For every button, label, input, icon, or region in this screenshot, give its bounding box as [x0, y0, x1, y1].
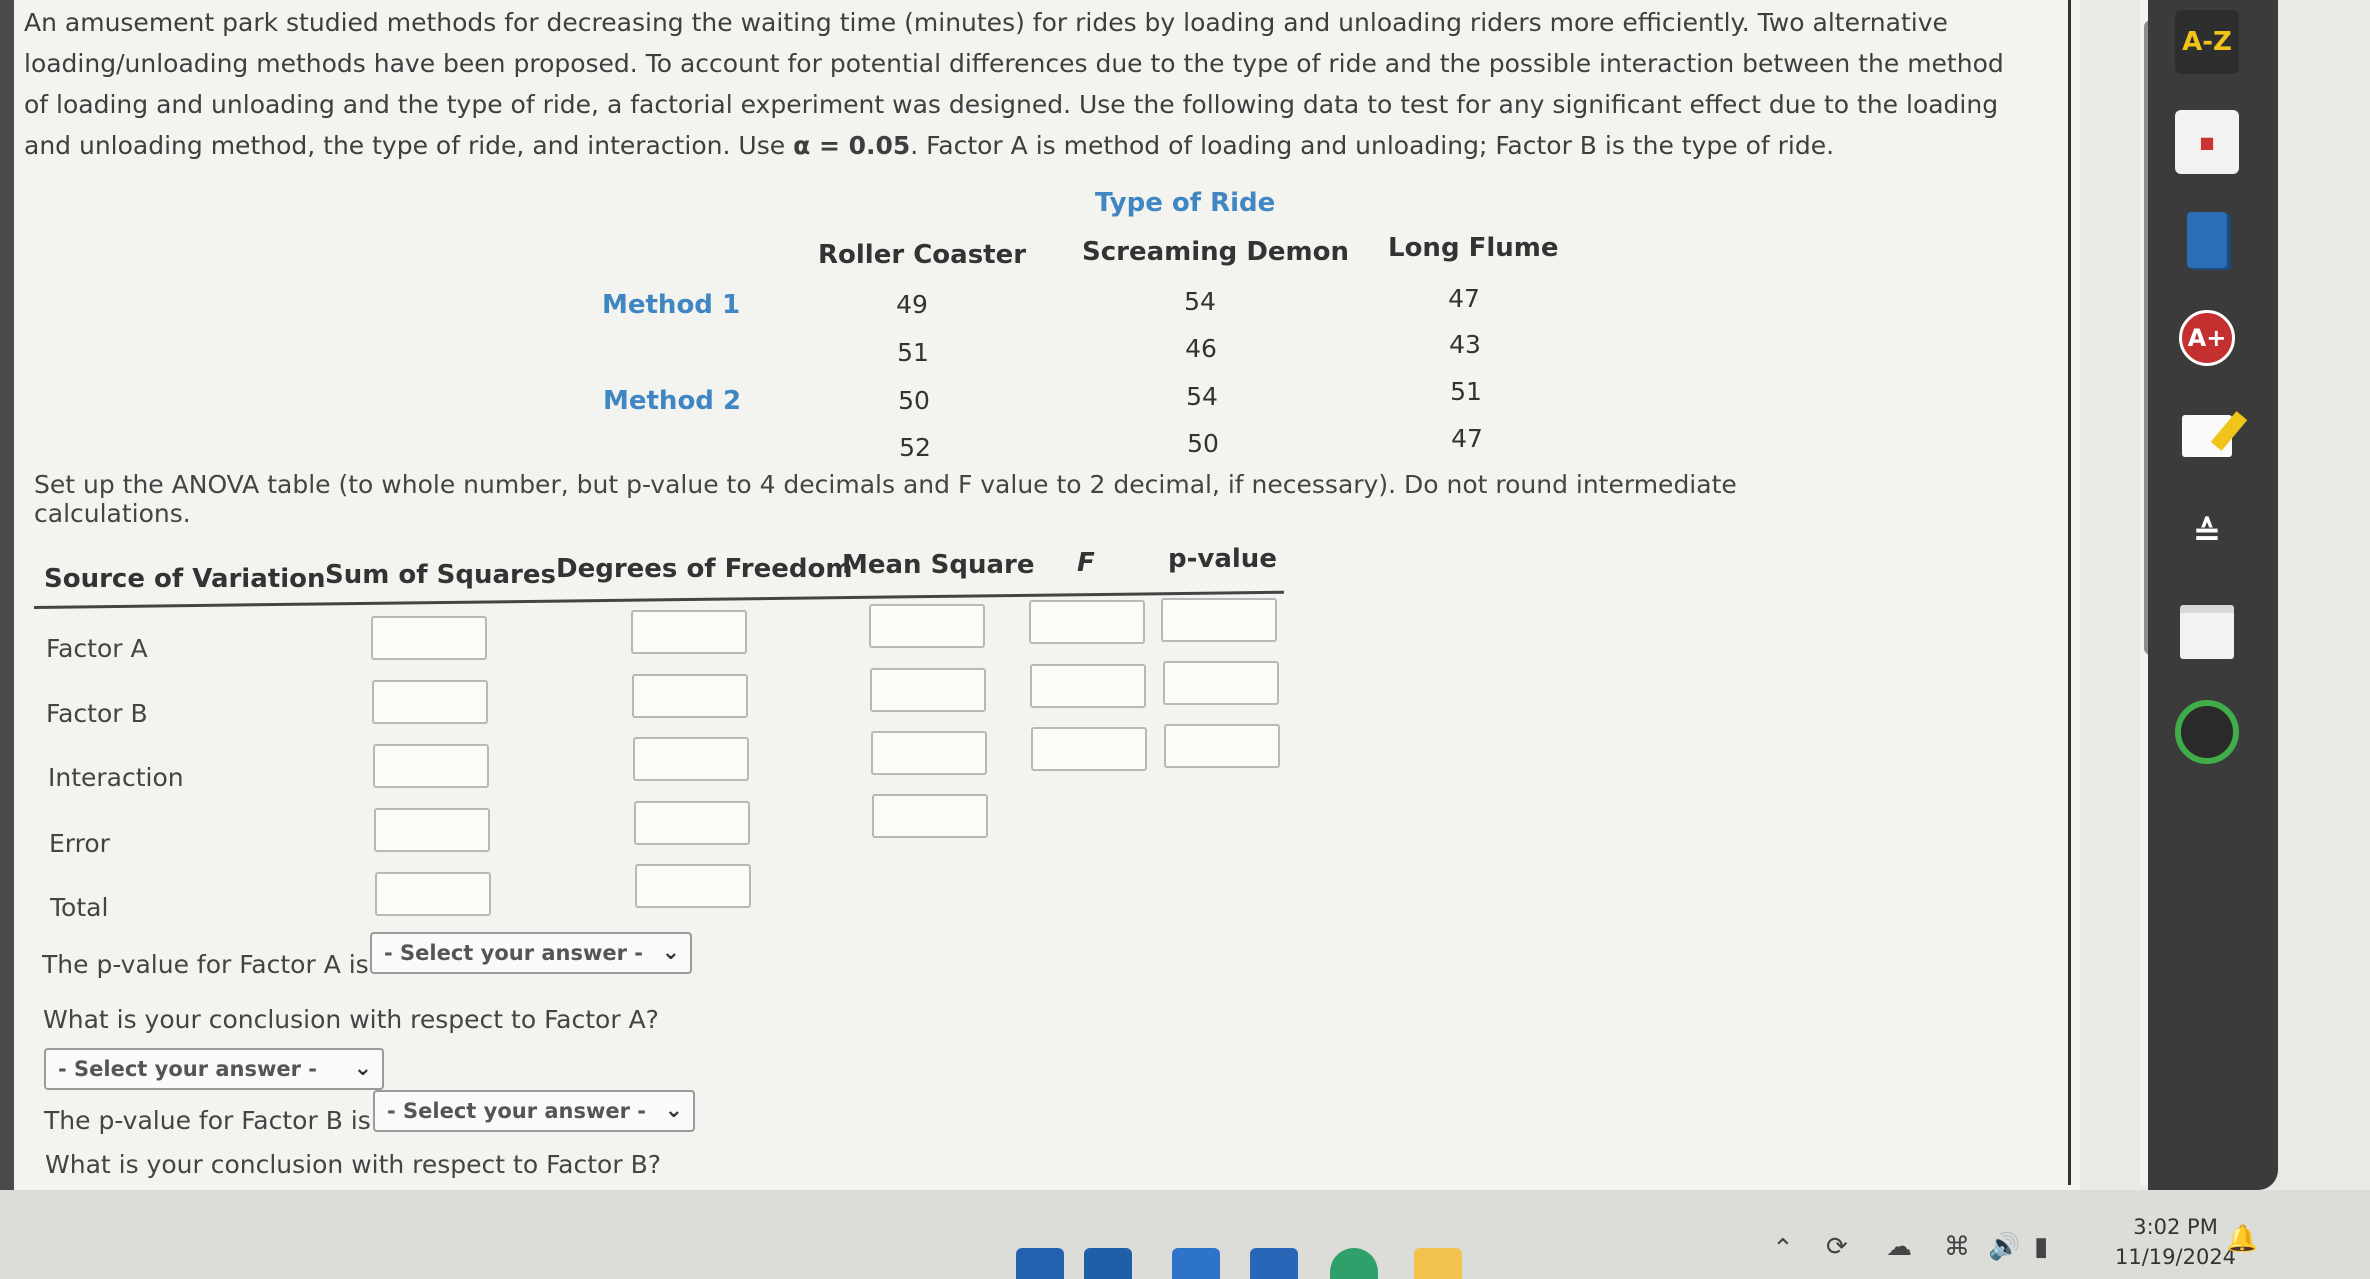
factor-b-f-input[interactable] — [1030, 664, 1146, 708]
pvalue-a-question: The p-value for Factor A is — [42, 950, 369, 979]
factor-a-df-input[interactable] — [631, 610, 747, 654]
data-cell: 54 — [1186, 382, 1218, 411]
timer-icon[interactable] — [2175, 700, 2239, 764]
pvalue-b-question: The p-value for Factor B is — [44, 1106, 371, 1135]
alpha-value: α = 0.05 — [793, 131, 911, 160]
app-icon[interactable] — [1250, 1248, 1298, 1279]
interaction-pvalue-input[interactable] — [1164, 724, 1280, 768]
col-roller-coaster: Roller Coaster — [818, 240, 1027, 270]
window-left-edge — [0, 0, 14, 1200]
total-df-input[interactable] — [635, 864, 751, 908]
az-dictionary-button[interactable] — [2175, 10, 2239, 74]
data-cell: 47 — [1451, 424, 1483, 453]
read-aloud-icon[interactable]: ≙ — [2192, 514, 2222, 554]
chevron-down-icon: ⌄ — [664, 1098, 683, 1123]
data-cell: 47 — [1448, 284, 1480, 313]
factor-b-ss-input[interactable] — [372, 680, 488, 724]
problem-text: An amusement park studied methods for decreasing the waiting time (minutes) for rides by loading and unloading riders more efficiently. Two alternative loading/unloading methods have been proposed. To account for potential differences due to the type of ride and the possible interaction between the method of loading and unloading and the type of ride, a factorial experiment was designed. Use the following data to test for any significant effect due to the loading and unloading method, the type of ride, and interaction. Use — [24, 8, 2004, 160]
app-icon[interactable] — [1172, 1248, 1220, 1279]
row-method-1: Method 1 — [602, 290, 741, 320]
factor-a-ms-input[interactable] — [869, 604, 985, 648]
conclusion-a-question: What is your conclusion with respect to Factor A? — [43, 1005, 659, 1034]
row-total: Total — [50, 893, 109, 922]
data-cell: 54 — [1184, 287, 1216, 316]
error-ms-input[interactable] — [872, 794, 988, 838]
col-long-flume: Long Flume — [1388, 233, 1559, 263]
clock-date: 11/19/2024 — [2115, 1245, 2237, 1269]
data-cell: 51 — [1450, 377, 1482, 406]
header-ms: Mean Square — [842, 550, 1035, 580]
row-factor-a: Factor A — [46, 634, 148, 663]
header-df: Degrees of Freedom — [556, 554, 853, 584]
chevron-up-icon[interactable]: ⌃ — [1772, 1234, 1794, 1264]
data-cell: 50 — [898, 386, 930, 415]
wifi-icon[interactable]: ⌘ — [1944, 1232, 1970, 1262]
folder-icon[interactable] — [1414, 1248, 1462, 1279]
notepad-icon[interactable] — [2175, 600, 2239, 664]
row-method-2: Method 2 — [603, 386, 742, 416]
pvalue-b-select[interactable] — [373, 1090, 695, 1132]
tool-sidebar — [2148, 0, 2278, 1190]
conclusion-a-select-value: - Select your answer - — [58, 1057, 318, 1081]
book-icon[interactable] — [2175, 208, 2239, 272]
data-cell: 52 — [899, 433, 931, 462]
interaction-f-input[interactable] — [1031, 727, 1147, 771]
factor-b-pvalue-input[interactable] — [1163, 661, 1279, 705]
interaction-ss-input[interactable] — [373, 744, 489, 788]
data-cell: 51 — [897, 338, 929, 367]
type-of-ride-header: Type of Ride — [1095, 188, 1276, 218]
notes-icon[interactable] — [2175, 404, 2239, 468]
problem-text-end: . Factor A is method of loading and unloading; Factor B is the type of ride. — [910, 131, 1835, 160]
content-border — [2068, 0, 2071, 1185]
factor-a-pvalue-input[interactable] — [1161, 598, 1277, 642]
header-pvalue: p-value — [1168, 544, 1277, 574]
data-cell: 50 — [1187, 429, 1219, 458]
factor-b-ms-input[interactable] — [870, 668, 986, 712]
error-ss-input[interactable] — [374, 808, 490, 852]
row-error: Error — [49, 829, 110, 858]
interaction-ms-input[interactable] — [871, 731, 987, 775]
factor-a-ss-input[interactable] — [371, 616, 487, 660]
col-screaming-demon: Screaming Demon — [1082, 237, 1349, 267]
problem-statement — [24, 2, 2034, 166]
pvalue-b-select-value: - Select your answer - — [387, 1099, 647, 1123]
header-source: Source of Variation — [44, 564, 326, 594]
system-clock[interactable] — [2115, 1212, 2236, 1272]
data-cell: 46 — [1185, 334, 1217, 363]
clock-time: 3:02 PM — [2133, 1215, 2218, 1239]
cloud-icon[interactable]: ☁ — [1886, 1232, 1912, 1262]
header-ss: Sum of Squares — [325, 560, 556, 590]
chevron-down-icon: ⌄ — [661, 940, 680, 965]
factor-a-f-input[interactable] — [1029, 600, 1145, 644]
pvalue-a-select-value: - Select your answer - — [384, 941, 644, 965]
row-interaction: Interaction — [48, 763, 184, 792]
battery-icon[interactable]: ▮ — [2034, 1232, 2049, 1262]
factor-b-df-input[interactable] — [632, 674, 748, 718]
app-icon[interactable] — [1016, 1248, 1064, 1279]
conclusion-b-question: What is your conclusion with respect to Factor B? — [45, 1150, 661, 1179]
pvalue-a-select[interactable] — [370, 932, 692, 974]
row-factor-b: Factor B — [46, 699, 148, 728]
header-f: F — [1077, 548, 1095, 578]
volume-icon[interactable]: 🔊 — [1988, 1232, 2021, 1262]
accessibility-icon[interactable]: A+ — [2175, 306, 2239, 370]
conclusion-a-select[interactable] — [44, 1048, 384, 1090]
interaction-df-input[interactable] — [633, 737, 749, 781]
error-df-input[interactable] — [634, 801, 750, 845]
notification-bell-icon[interactable]: 🔔 — [2226, 1224, 2259, 1254]
az-label: A-Z — [2182, 27, 2232, 57]
data-cell: 49 — [896, 290, 928, 319]
office-icon[interactable]: ■ — [2175, 110, 2239, 174]
chevron-down-icon: ⌄ — [353, 1056, 372, 1081]
anova-instructions: Set up the ANOVA table (to whole number, but p-value to 4 decimals and F value to 2 decimal, if necessary). Do not round intermediate calculations. — [34, 470, 1737, 528]
data-cell: 43 — [1449, 330, 1481, 359]
total-ss-input[interactable] — [375, 872, 491, 916]
sync-icon[interactable]: ⟳ — [1826, 1232, 1848, 1262]
app-icon[interactable] — [1084, 1248, 1132, 1279]
